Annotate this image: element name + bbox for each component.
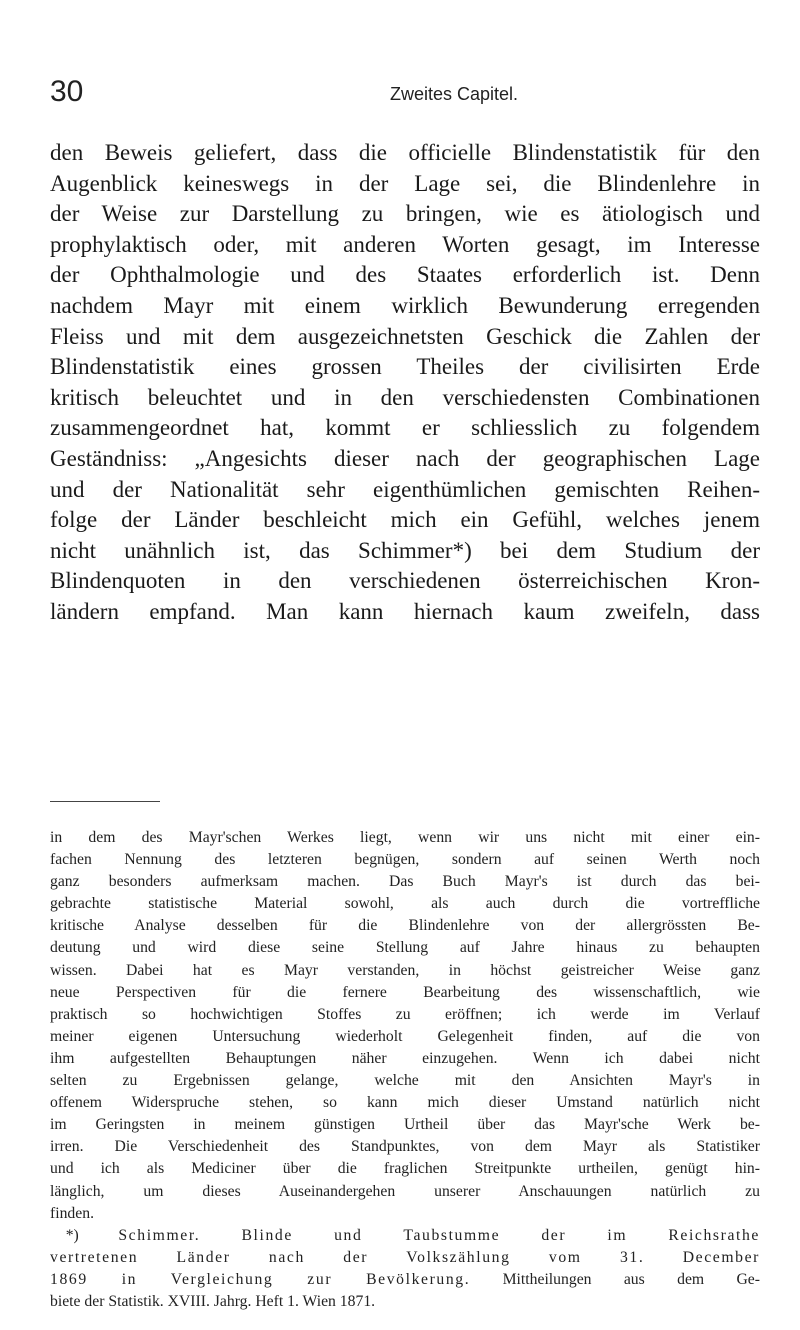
- text-line: Blindenstatistik eines grossen Theiles der civilisirten Erde: [50, 354, 760, 380]
- text-line: nachdem Mayr mit einem wirklich Bewunderung erregenden: [50, 292, 760, 318]
- footnote-marker: *): [65, 1226, 79, 1244]
- text-line: Augenblick keineswegs in der Lage sei, die Blindenlehre in: [50, 170, 760, 196]
- footnote-line: gebrachte statistische Material sowohl, als auch durch die vortreffliche: [50, 895, 760, 913]
- text-line: ländern empfand. Man kann hiernach kaum zweifeln, dass: [50, 598, 760, 624]
- footnote-line: kritische Analyse desselben für die Blindenlehre von der allergrössten Be-: [50, 917, 760, 935]
- page-number: 30: [50, 75, 84, 108]
- text-line: Fleiss und mit dem ausgezeichnetsten Geschick die Zahlen der: [50, 323, 760, 349]
- footnote-citation-title-end: 1869 in Vergleichung zur Bevölkerung.: [50, 1270, 471, 1288]
- footnote-star-line: [50, 1225, 760, 1247]
- footnote-line: ihm aufgestellten Behauptungen näher einzugehen. Wenn ich dabei nicht: [50, 1049, 760, 1067]
- footnote-line: offenem Widerspruche stehen, so kann mich dieser Umstand natürlich nicht: [50, 1094, 760, 1112]
- footnote-star-line: vertretenen Länder nach der Volkszählung vom 31. December: [50, 1248, 760, 1266]
- footnote-line: irren. Die Verschiedenheit des Standpunktes, von dem Mayr als Statistiker: [50, 1138, 760, 1156]
- footnote-line: fachen Nennung des letzteren begnügen, sondern auf seinen Werth noch: [50, 851, 760, 869]
- main-text: [50, 138, 760, 628]
- footnote-line: finden.: [50, 1204, 94, 1222]
- text-line: prophylaktisch oder, mit anderen Worten gesagt, im Interesse: [50, 231, 760, 257]
- footnote-line: und ich als Mediciner über die fraglichen Streitpunkte urtheilen, genügt hin-: [50, 1160, 760, 1178]
- footnote-line: selten zu Ergebnissen gelange, welche mit den Ansichten Mayr's in: [50, 1072, 760, 1090]
- text-line: zusammengeordnet hat, kommt er schliesslich zu folgendem: [50, 415, 760, 441]
- text-line: und der Nationalität sehr eigenthümlichen gemischten Reihen-: [50, 476, 760, 502]
- text-line: den Beweis geliefert, dass die officielle Blindenstatistik für den: [50, 140, 760, 165]
- footnote-star-line: biete der Statistik. XVIII. Jahrg. Heft 1. Wien 1871.: [50, 1292, 376, 1310]
- text-line: folge der Länder beschleicht mich ein Gefühl, welches jenem: [50, 507, 760, 533]
- text-line: nicht unähnlich ist, das Schimmer*) bei dem Studium der: [50, 537, 760, 563]
- footnote-line: in dem des Mayr'schen Werkes liegt, wenn wir uns nicht mit einer ein-: [50, 829, 760, 846]
- footnote-line: neue Perspectiven für die fernere Bearbeitung des wissenschaftlich, wie: [50, 983, 760, 1001]
- footnote-line: deutung und wird diese seine Stellung auf Jahre hinaus zu behaupten: [50, 939, 760, 957]
- footnotes: [50, 827, 760, 1313]
- footnote-citation-source: Mittheilungen aus dem Ge-: [502, 1270, 760, 1288]
- footnote-line: praktisch so hochwichtigen Stoffes zu eröffnen; ich werde im Verlauf: [50, 1005, 760, 1023]
- running-head: Zweites Capitel.: [390, 84, 519, 104]
- footnote-citation-title: Schimmer. Blinde und Taubstumme der im Reichsrathe: [118, 1226, 760, 1244]
- page-header: [50, 74, 750, 114]
- text-line: der Ophthalmologie und des Staates erforderlich ist. Denn: [50, 262, 760, 288]
- footnote-line: länglich, um dieses Auseinandergehen unserer Anschauungen natürlich zu: [50, 1182, 760, 1200]
- text-line: kritisch beleuchtet und in den verschiedensten Combinationen: [50, 384, 760, 410]
- text-line: der Weise zur Darstellung zu bringen, wie es ätiologisch und: [50, 201, 760, 227]
- footnote-star-line: [50, 1269, 760, 1291]
- text-line: Blindenquoten in den verschiedenen österreichischen Kron-: [50, 568, 760, 594]
- footnote-line: wissen. Dabei hat es Mayr verstanden, in höchst geistreicher Weise ganz: [50, 961, 760, 979]
- text-line: Geständniss: „Angesichts dieser nach der geographischen Lage: [50, 445, 760, 471]
- footnote-separator: [50, 801, 160, 802]
- footnote-line: meiner eigenen Untersuchung wiederholt Gelegenheit finden, auf die von: [50, 1027, 760, 1045]
- footnote-line: ganz besonders aufmerksam machen. Das Buch Mayr's ist durch das bei-: [50, 873, 760, 891]
- footnote-line: im Geringsten in meinem günstigen Urtheil über das Mayr'sche Werk be-: [50, 1116, 760, 1134]
